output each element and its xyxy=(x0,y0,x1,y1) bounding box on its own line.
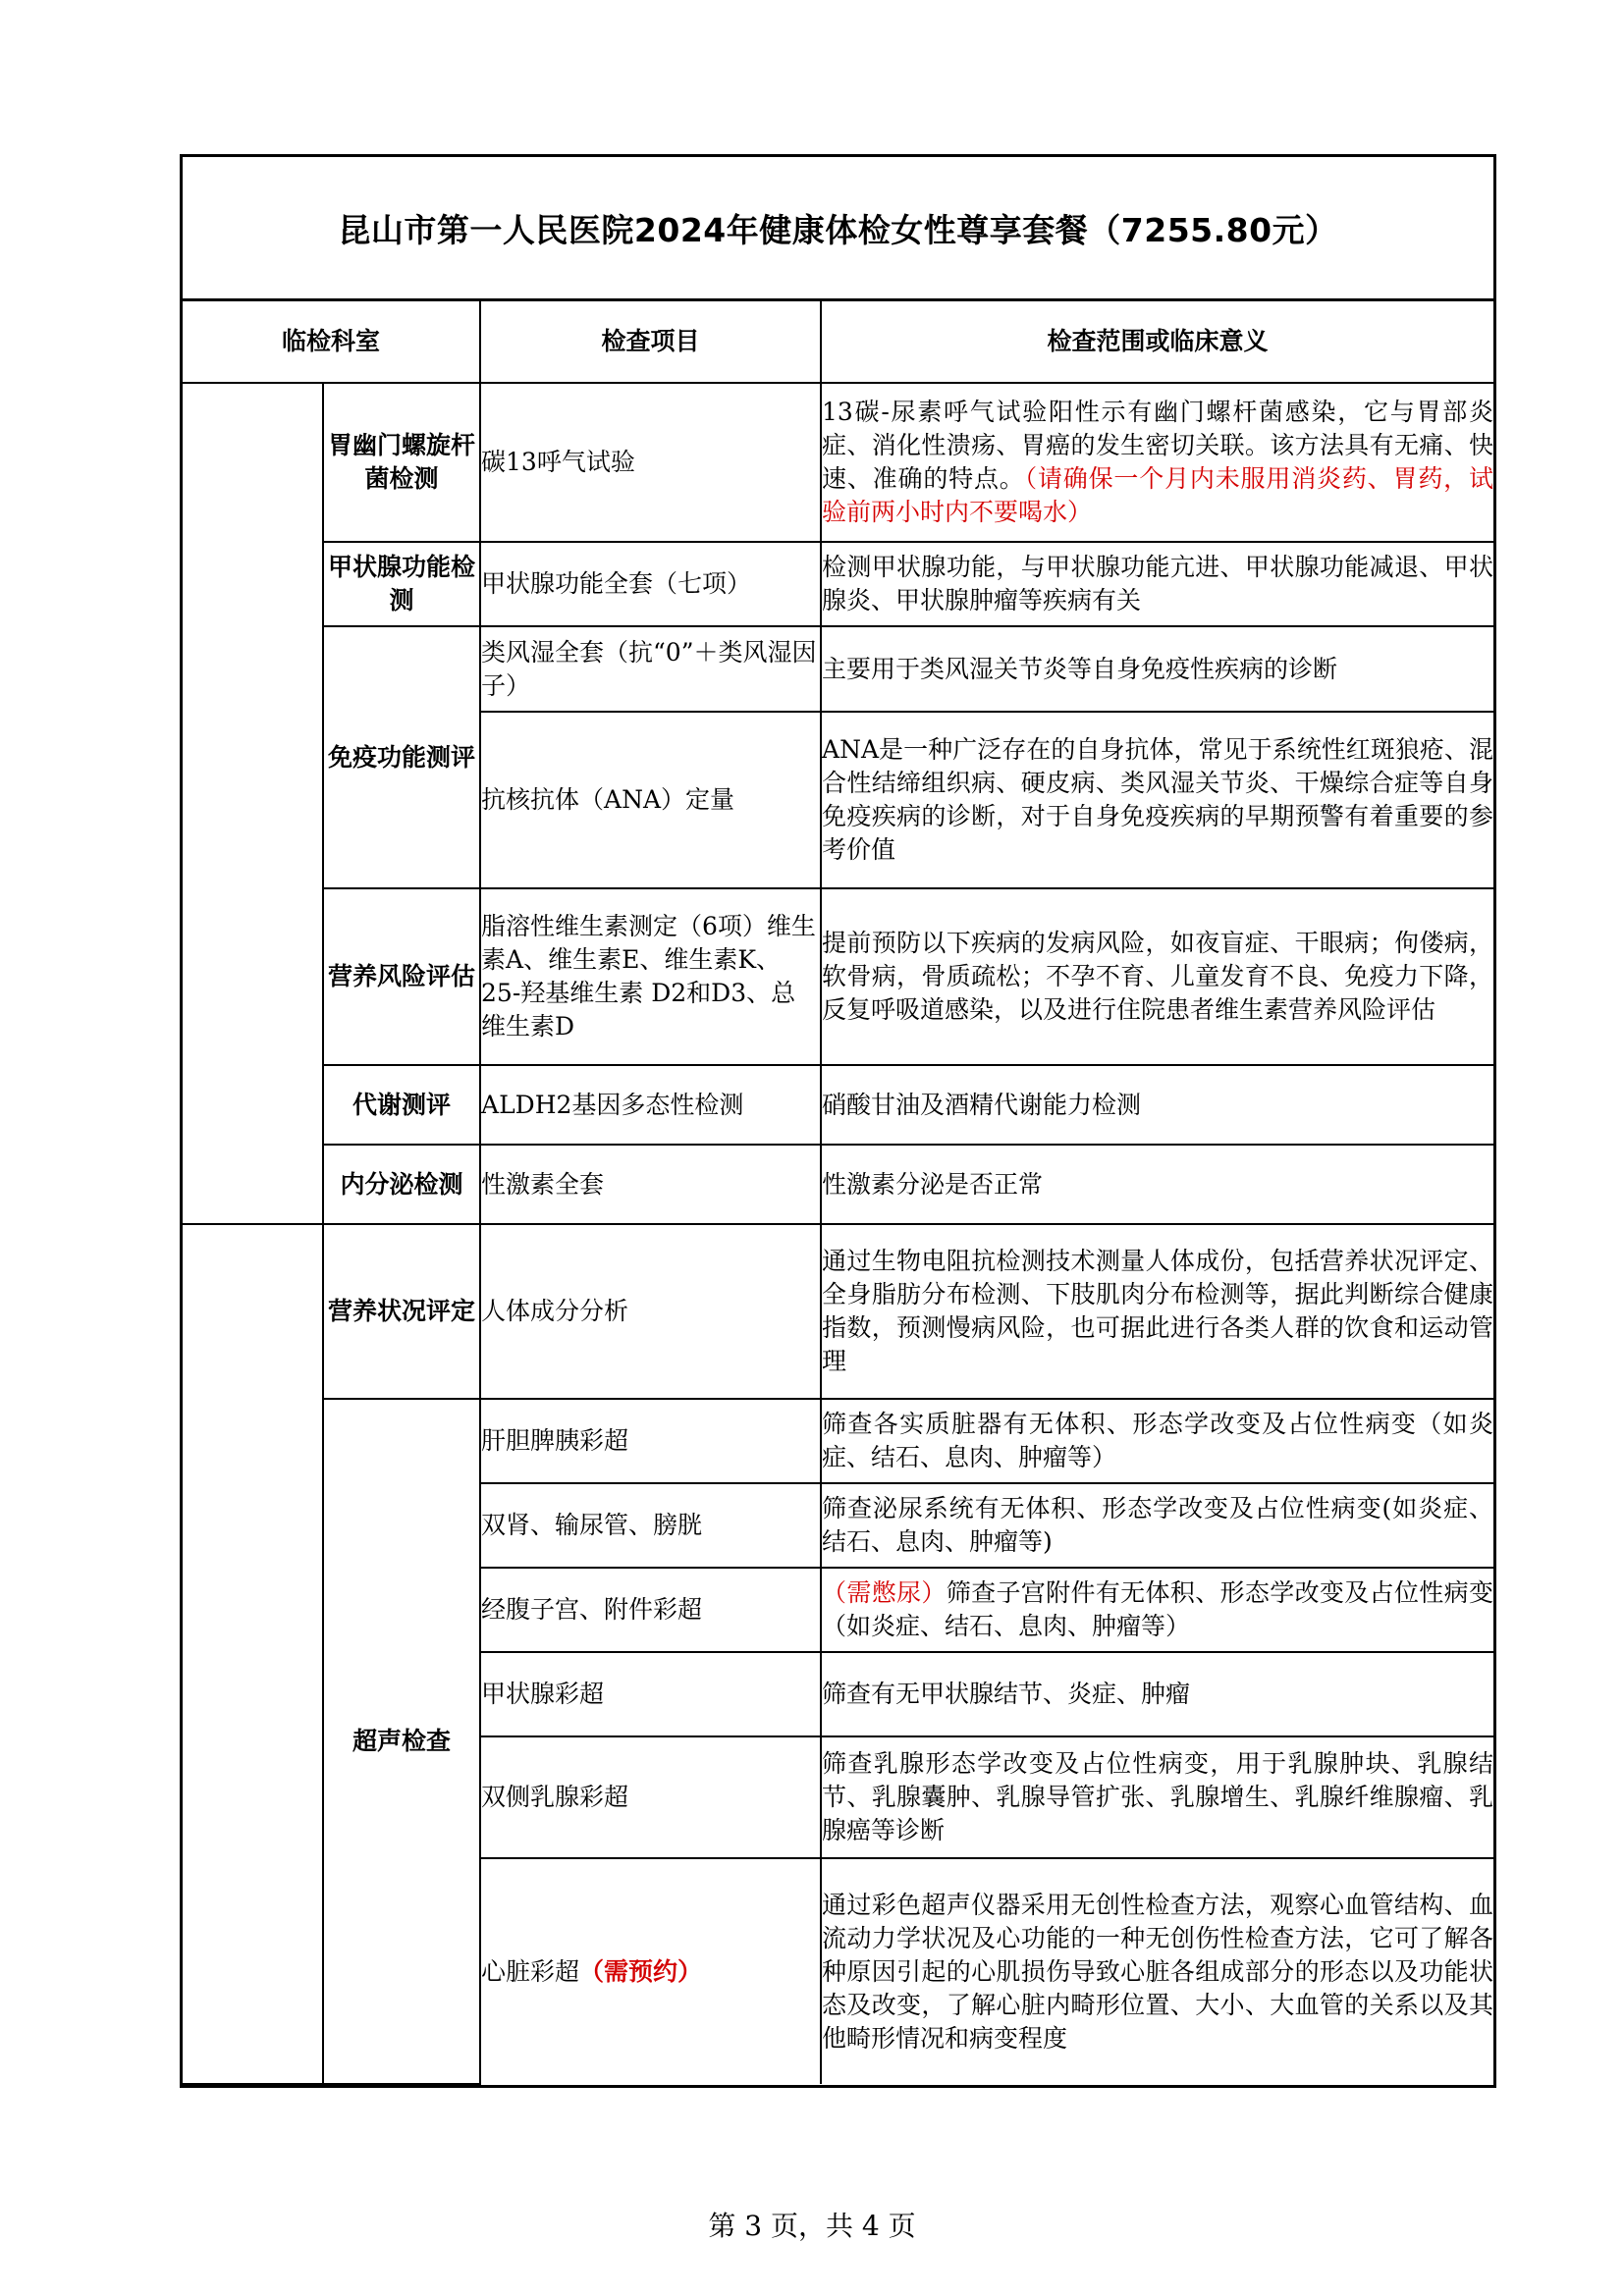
item-description: 提前预防以下疾病的发病风险，如夜盲症、干眼病；佝偻病，软骨病，骨质疏松；不孕不育、儿童发育不良、免疫力下降，反复呼吸道感染，以及进行住院患者维生素营养风险评估 xyxy=(821,888,1493,1065)
appointment-note: （需预约） xyxy=(579,1956,703,1986)
header-item: 检查项目 xyxy=(480,301,821,383)
item-description: 主要用于类风湿关节炎等自身免疫性疾病的诊断 xyxy=(821,626,1493,712)
description-text: 13碳-尿素呼气试验阳性示有幽门螺杆菌感染，它与胃部炎症、消化性溃疡、胃癌的发生密切关联。该方法具有无痛、快速、准确的特点。 xyxy=(822,398,1494,493)
subcategory: 免疫功能测评 xyxy=(323,626,480,888)
description-text: 筛查子宫附件有无体积、形态学改变及占位性病变（如炎症、结石、息肉、肿瘤等） xyxy=(822,1578,1493,1640)
item-name: 双侧乳腺彩超 xyxy=(480,1736,821,1858)
subcategory: 胃幽门螺旋杆菌检测 xyxy=(323,383,480,542)
subcategory: 内分泌检测 xyxy=(323,1145,480,1224)
package-table xyxy=(180,154,1496,2088)
item-name: 经腹子宫、附件彩超 xyxy=(480,1568,821,1652)
page-footer: 第 3 页，共 4 页 xyxy=(708,2210,916,2242)
subcategory: 营养风险评估 xyxy=(323,888,480,1065)
item-description: 筛查泌尿系统有无体积、形态学改变及占位性病变(如炎症、结石、息肉、肿瘤等) xyxy=(821,1483,1493,1568)
item-name: 双肾、输尿管、膀胱 xyxy=(480,1483,821,1568)
item-description: 筛查有无甲状腺结节、炎症、肿瘤 xyxy=(821,1652,1493,1736)
item-description: ANA是一种广泛存在的自身抗体，常见于系统性红斑狼疮、混合性结缔组织病、硬皮病、类风湿关节炎、干燥综合症等自身免疫疾病的诊断，对于自身免疫疾病的早期预警有着重要的参考价值 xyxy=(821,712,1493,888)
item-name: 甲状腺功能全套（七项） xyxy=(480,542,821,626)
subcategory: 超声检查 xyxy=(323,1399,480,2084)
dept-cell-lab xyxy=(183,383,323,1224)
header-meaning: 检查范围或临床意义 xyxy=(821,301,1493,383)
subcategory: 营养状况评定 xyxy=(323,1224,480,1399)
item-description: 通过生物电阻抗检测技术测量人体成份，包括营养状况评定、全身脂肪分布检测、下肢肌肉分布检测等，据此判断综合健康指数，预测慢病风险，也可据此进行各类人群的饮食和运动管理 xyxy=(821,1224,1493,1399)
item-name-with-note xyxy=(480,1858,821,2084)
item-description xyxy=(821,1568,1493,1652)
item-description: 通过彩色超声仪器采用无创性检查方法，观察心血管结构、血流动力学状况及心功能的一种无创伤性检查方法，它可了解各种原因引起的心肌损伤导致心脏各组成部分的形态以及功能状态及改变，了解心脏内畸形位置、大小、大血管的关系以及其他畸形情况和病变程度 xyxy=(821,1858,1493,2084)
item-name: 肝胆脾胰彩超 xyxy=(480,1399,821,1483)
item-name: ALDH2基因多态性检测 xyxy=(480,1065,821,1145)
dept-cell-imaging xyxy=(183,1224,323,2084)
item-name: 人体成分分析 xyxy=(480,1224,821,1399)
item-name: 抗核抗体（ANA）定量 xyxy=(480,712,821,888)
item-name: 甲状腺彩超 xyxy=(480,1652,821,1736)
subcategory: 甲状腺功能检测 xyxy=(323,542,480,626)
item-name: 类风湿全套（抗“0”＋类风湿因子） xyxy=(480,626,821,712)
item-description: 筛查乳腺形态学改变及占位性病变，用于乳腺肿块、乳腺结节、乳腺囊肿、乳腺导管扩张、乳腺增生、乳腺纤维腺瘤、乳腺癌等诊断 xyxy=(821,1736,1493,1858)
warning-note: （需憋尿） xyxy=(822,1578,947,1607)
items-table xyxy=(183,301,1493,2085)
item-description: 筛查各实质脏器有无体积、形态学改变及占位性病变（如炎症、结石、息肉、肿瘤等） xyxy=(821,1399,1493,1483)
item-name: 脂溶性维生素测定（6项）维生素A、维生素E、维生素K、25-羟基维生素 D2和D3、总维生素D xyxy=(480,888,821,1065)
item-name: 心脏彩超 xyxy=(481,1956,580,1986)
warning-note: （请确保一个月内未服用消炎药、胃药，试验前两小时内不要喝水） xyxy=(822,464,1493,526)
item-description: 硝酸甘油及酒精代谢能力检测 xyxy=(821,1065,1493,1145)
item-description: 性激素分泌是否正常 xyxy=(821,1145,1493,1224)
header-dept: 临检科室 xyxy=(183,301,480,383)
page-title: 昆山市第一人民医院2024年健康体检女性尊享套餐（7255.80元） xyxy=(183,157,1493,301)
item-description: 检测甲状腺功能，与甲状腺功能亢进、甲状腺功能减退、甲状腺炎、甲状腺肿瘤等疾病有关 xyxy=(821,542,1493,626)
item-name: 碳13呼气试验 xyxy=(480,383,821,542)
subcategory: 代谢测评 xyxy=(323,1065,480,1145)
item-name: 性激素全套 xyxy=(480,1145,821,1224)
item-description xyxy=(821,383,1493,542)
